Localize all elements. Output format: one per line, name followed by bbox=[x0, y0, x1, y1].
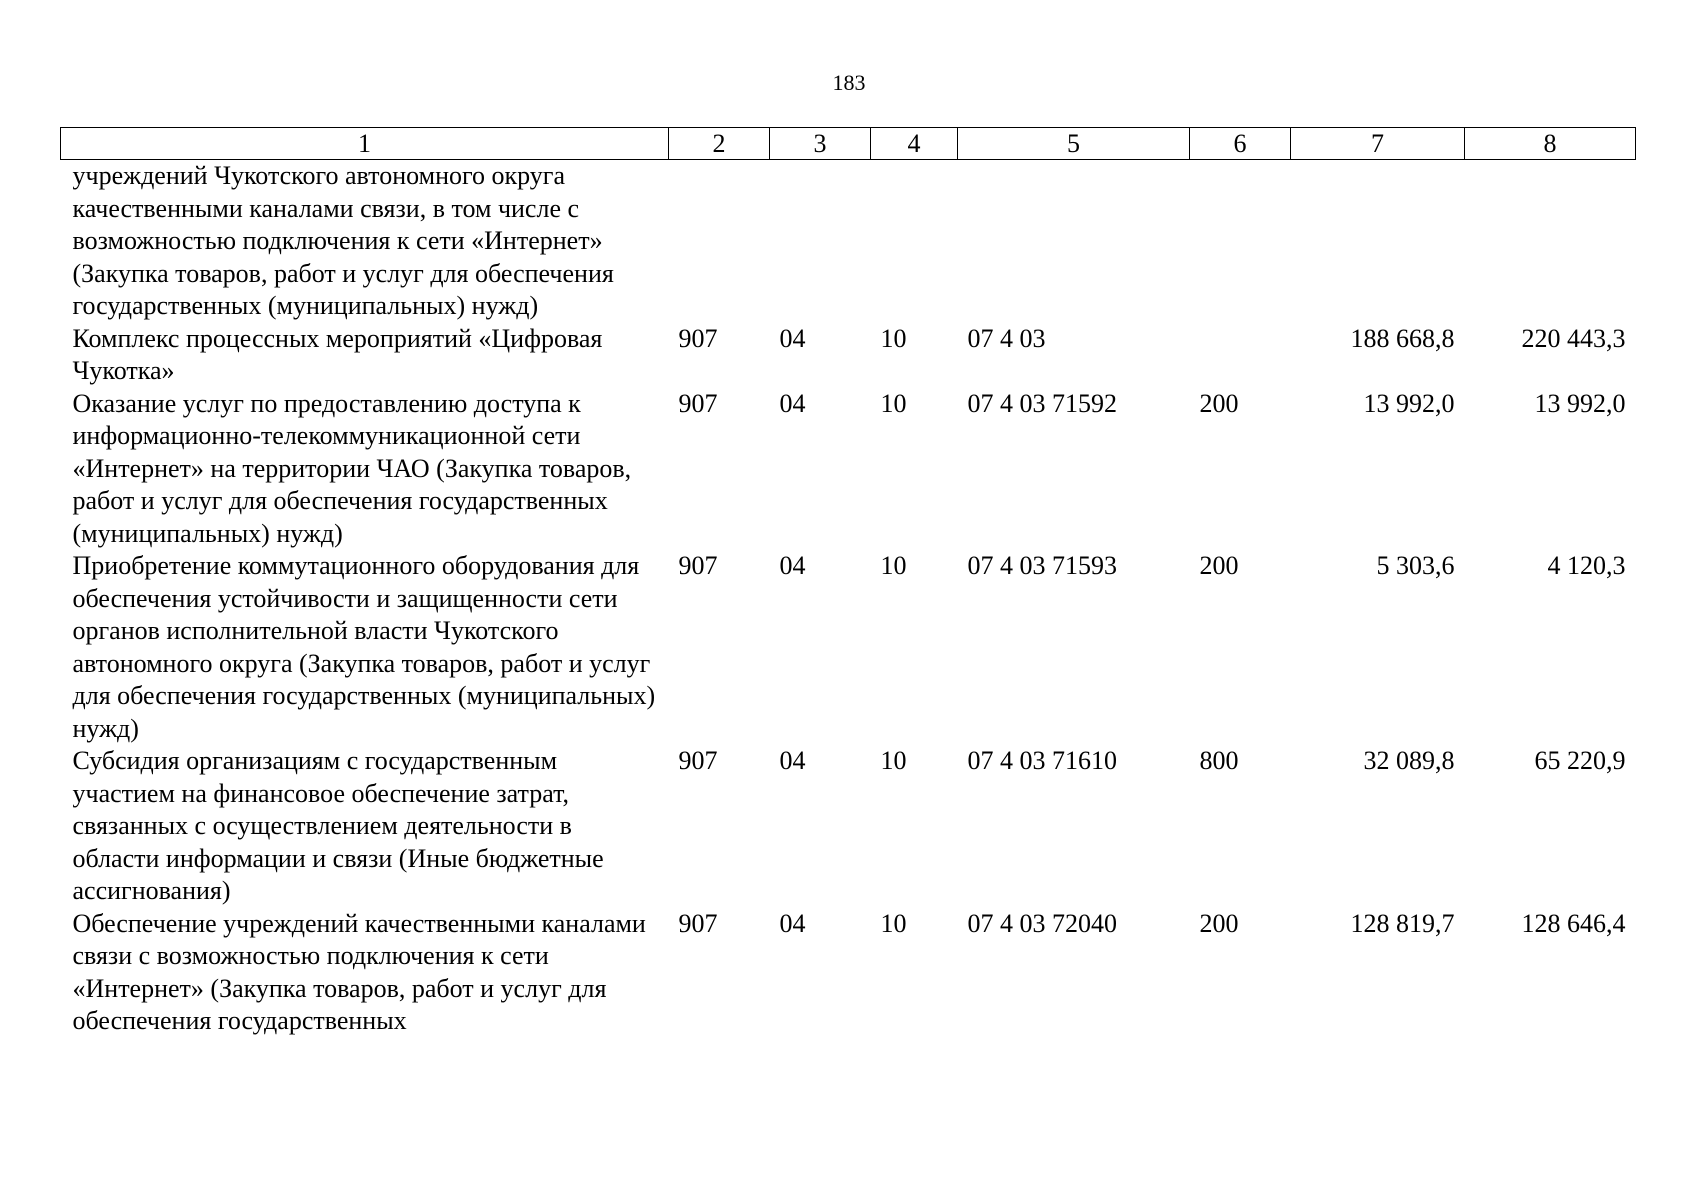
row-name: Оказание услуг по предоставлению доступа к информационно-телекоммуникационной сети «Интернет» на территории ЧАО (Закупка товаров, работ и услуг для обеспечения государственных (муниципальных) нужд) bbox=[72, 388, 632, 548]
header-col-8: 8 bbox=[1465, 128, 1636, 160]
row-target-article: 07 4 03 bbox=[967, 323, 1046, 353]
header-row bbox=[61, 128, 1636, 160]
header-col-2: 2 bbox=[669, 128, 770, 160]
row-expense-type: 200 bbox=[1199, 551, 1239, 580]
row-amount-col8 bbox=[1465, 160, 1636, 323]
row-amount-col8: 13 992,0 bbox=[1534, 388, 1626, 418]
budget-table bbox=[60, 127, 1636, 1038]
row-target-article: 07 4 03 71593 bbox=[967, 551, 1117, 580]
row-section-code: 04 bbox=[779, 388, 806, 418]
row-section-code: 04 bbox=[779, 323, 806, 353]
page-number: 183 bbox=[832, 70, 866, 95]
row-amount-col7: 5 303,6 bbox=[1376, 551, 1455, 580]
row-ministry-code: 907 bbox=[678, 551, 718, 580]
row-subsection-code: 10 bbox=[880, 388, 907, 418]
table-row bbox=[61, 323, 1636, 388]
row-amount-col7: 13 992,0 bbox=[1363, 388, 1455, 418]
row-section-code bbox=[770, 160, 871, 323]
row-amount-col7 bbox=[1291, 160, 1465, 323]
table-row bbox=[61, 160, 1636, 323]
table-row bbox=[61, 745, 1636, 908]
row-section-code: 04 bbox=[779, 746, 806, 775]
header-col-1: 1 bbox=[61, 128, 669, 160]
row-expense-type: 200 bbox=[1199, 908, 1239, 938]
row-name: Обеспечение учреждений качественными каналами связи с возможностью подключения к сети «Интернет» (Закупка товаров, работ и услуг для обеспечения государственных bbox=[72, 908, 646, 1035]
table-row bbox=[61, 908, 1636, 1038]
header-col-3: 3 bbox=[770, 128, 871, 160]
row-subsection-code: 10 bbox=[880, 551, 907, 580]
row-amount-col8: 128 646,4 bbox=[1521, 908, 1626, 938]
row-amount-col8: 220 443,3 bbox=[1521, 323, 1626, 353]
row-target-article: 07 4 03 71592 bbox=[967, 388, 1117, 418]
row-name: учреждений Чукотского автономного округа качественными каналами связи, в том числе с возможностью подключения к сети «Интернет» (Закупка товаров, работ и услуг для обеспечения государственных (муниципальных) нужд) bbox=[72, 161, 614, 320]
row-ministry-code bbox=[669, 160, 770, 323]
row-target-article bbox=[958, 160, 1190, 323]
row-section-code: 04 bbox=[779, 908, 806, 938]
row-name: Субсидия организациям с государственным участием на финансовое обеспечение затрат, связанных с осуществлением деятельности в области информации и связи (Иные бюджетные ассигнования) bbox=[72, 746, 604, 905]
row-subsection-code: 10 bbox=[880, 908, 907, 938]
row-expense-type: 800 bbox=[1199, 746, 1239, 775]
row-name: Приобретение коммутационного оборудования для обеспечения устойчивости и защищенности сети органов исполнительной власти Чукотского автономного округа (Закупка товаров, работ и услуг для обеспечения государственных (муниципальных) нужд) bbox=[72, 551, 656, 743]
row-amount-col7: 32 089,8 bbox=[1363, 746, 1455, 775]
row-expense-type bbox=[1190, 323, 1291, 388]
row-ministry-code: 907 bbox=[678, 323, 718, 353]
row-subsection-code: 10 bbox=[880, 746, 907, 775]
header-col-5: 5 bbox=[958, 128, 1190, 160]
header-col-6: 6 bbox=[1190, 128, 1291, 160]
row-subsection-code bbox=[871, 160, 958, 323]
row-amount-col7: 128 819,7 bbox=[1350, 908, 1455, 938]
row-name: Комплекс процессных мероприятий «Цифровая Чукотка» bbox=[72, 323, 603, 385]
row-subsection-code: 10 bbox=[880, 323, 907, 353]
row-ministry-code: 907 bbox=[678, 746, 718, 775]
row-amount-col8: 65 220,9 bbox=[1534, 746, 1626, 775]
row-expense-type: 200 bbox=[1199, 388, 1239, 418]
row-section-code: 04 bbox=[779, 551, 806, 580]
row-ministry-code: 907 bbox=[678, 388, 718, 418]
row-ministry-code: 907 bbox=[678, 908, 718, 938]
header-col-4: 4 bbox=[871, 128, 958, 160]
row-target-article: 07 4 03 72040 bbox=[967, 908, 1117, 938]
table-row bbox=[61, 550, 1636, 745]
row-amount-col8: 4 120,3 bbox=[1547, 551, 1626, 580]
row-amount-col7: 188 668,8 bbox=[1350, 323, 1455, 353]
row-expense-type bbox=[1190, 160, 1291, 323]
header-col-7: 7 bbox=[1291, 128, 1465, 160]
table-row bbox=[61, 388, 1636, 551]
row-target-article: 07 4 03 71610 bbox=[967, 746, 1117, 775]
